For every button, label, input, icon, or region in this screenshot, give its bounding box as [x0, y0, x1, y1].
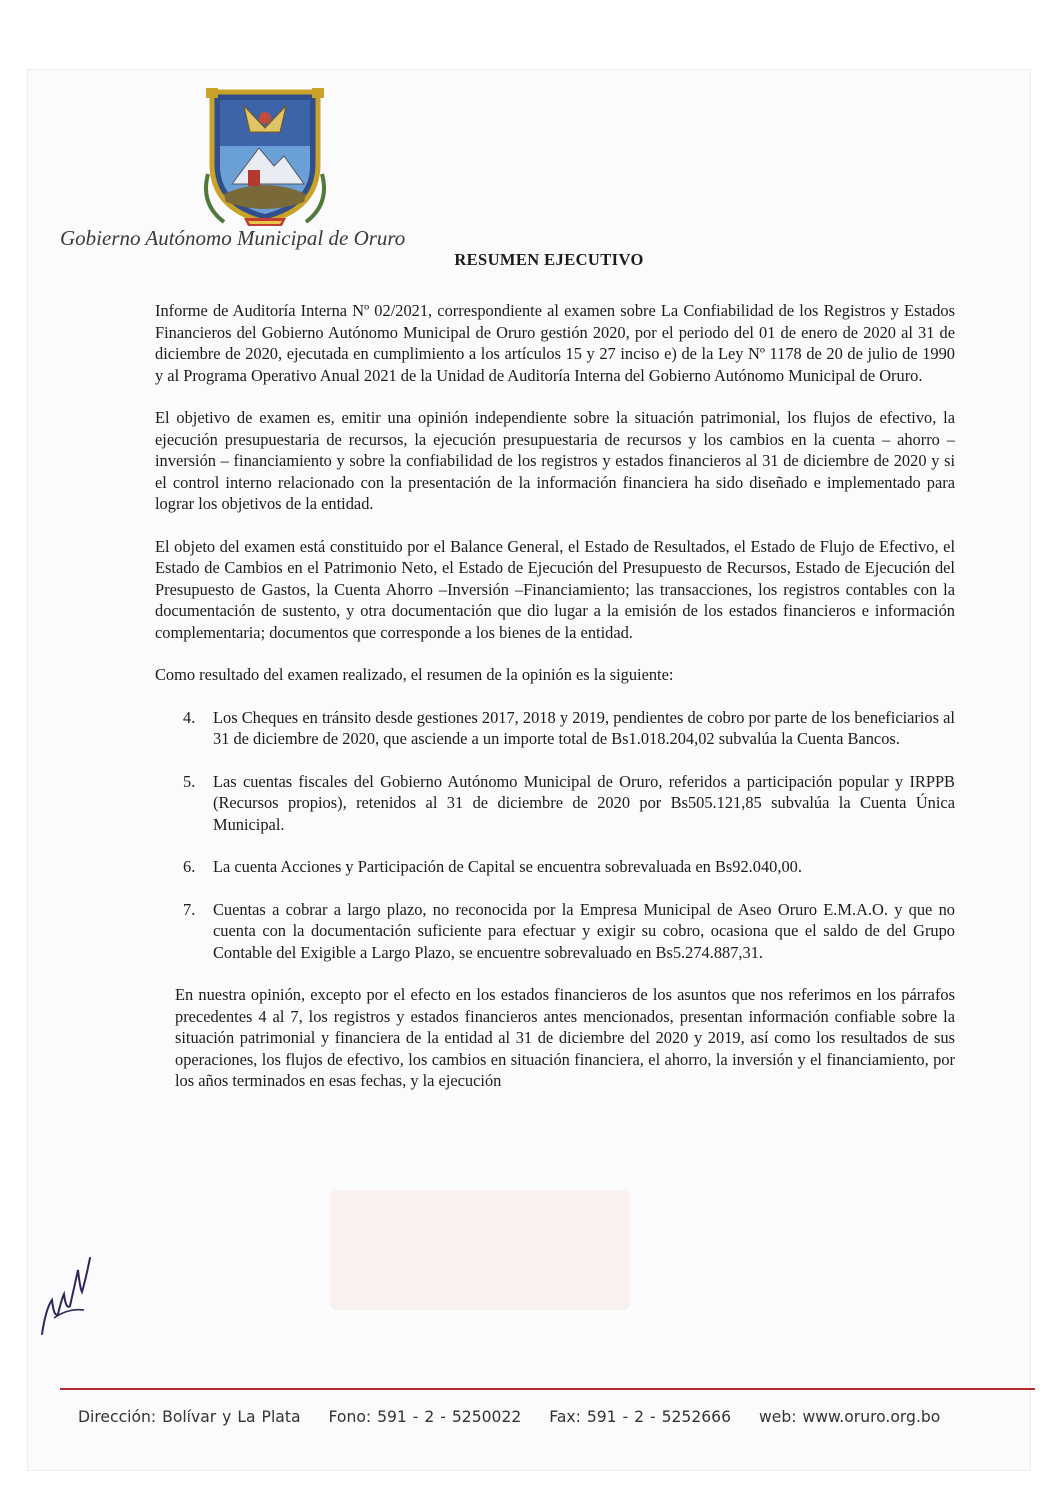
municipality-name: Gobierno Autónomo Municipal de Oruro	[60, 226, 406, 250]
watermark-stamp	[330, 1190, 630, 1310]
footer-web: web: www.oruro.org.bo	[759, 1408, 941, 1426]
paragraph-opinion: En nuestra opinión, excepto por el efecto en los estados financieros de los asuntos que nos referimos en los párrafos precedentes 4 al 7, los registros y estados financieros antes mencionados, presentan información confiable sobre la situación patrimonial y financiera de la entidad al 31 de diciembre del 2020 y 2019, así como los resultados de sus operaciones, los flujos de efectivo, los cambios en situación financiera, el ahorro, la inversión y el financiamiento, por los años terminados en esas fechas, y la ejecución	[175, 985, 955, 1090]
finding-text: La cuenta Acciones y Participación de Capital se encuentra sobrevaluada en Bs92.040,00.	[213, 857, 802, 876]
document-title: RESUMEN EJECUTIVO	[454, 250, 644, 269]
paragraph-scope: El objeto del examen está constituido por el Balance General, el Estado de Resultados, el Estado de Flujo de Efectivo, el Estado de Cambios en el Patrimonio Neto, el Estado de Ejecución del Presupuesto de Recursos, Estado de Ejecución del Presupuesto de Gastos, la Cuenta Ahorro –Inversión –Financiamiento; las transacciones, los registros contables con la documentación de sustento, y otra documentación que dio lugar a la emisión de los estados financieros e información complementaria; documentos que corresponde a los bienes de la entidad.	[155, 536, 955, 642]
list-item	[155, 771, 955, 836]
footer-phone: Fono: 591 - 2 - 5250022	[328, 1408, 522, 1426]
list-item	[155, 856, 955, 878]
list-item	[155, 707, 955, 750]
footer-address: Dirección: Bolívar y La Plata	[78, 1408, 301, 1426]
footer-fax: Fax: 591 - 2 - 5252666	[549, 1408, 732, 1426]
paragraph-intro: Informe de Auditoría Interna Nº 02/2021, correspondiente al examen sobre La Confiabilidad de los Registros y Estados Financieros del Gobierno Autónomo Municipal de Oruro gestión 2020, por el periodo del 01 de enero de 2020 al 31 de diciembre de 2020, ejecutada en cumplimiento a los artículos 15 y 27 inciso e) de la Ley Nº 1178 de 20 de julio de 1990 y al Programa Operativo Anual 2021 de la Unidad de Auditoría Interna del Gobierno Autónomo Municipal de Oruro.	[155, 301, 955, 385]
finding-text: Las cuentas fiscales del Gobierno Autónomo Municipal de Oruro, referidos a participación popular y IRPPB (Recursos propios), retenidos al 31 de diciembre de 2020 por Bs505.121,85 subvalúa la Cuenta Única Municipal.	[213, 771, 955, 834]
finding-number: 5.	[183, 771, 196, 791]
municipal-coat-of-arms-icon	[204, 84, 326, 226]
footer-contact	[78, 1408, 962, 1426]
findings-list	[155, 707, 955, 964]
finding-number: 7.	[183, 899, 196, 919]
paragraph-objective: El objetivo de examen es, emitir una opinión independiente sobre la situación patrimonial, los flujos de efectivo, la ejecución presupuestaria de recursos, la ejecución presupuestaria de recursos y los cambios en la cuenta – ahorro – inversión – financiamiento y sobre la confiabilidad de los registros y estados financieros al 31 de diciembre de 2020 y si el control interno relacionado con la presentación de la información financiera ha sido diseñado e implementado para lograr los objetivos de la entidad.	[155, 408, 955, 513]
finding-text: Los Cheques en tránsito desde gestiones 2017, 2018 y 2019, pendientes de cobro por parte de los beneficiarios al 31 de diciembre de 2020, que asciende a un importe total de Bs1.018.204,02 subvalúa la Cuenta Bancos.	[213, 707, 955, 748]
finding-number: 4.	[183, 707, 196, 727]
list-item	[155, 899, 955, 964]
finding-text: Cuentas a cobrar a largo plazo, no reconocida por la Empresa Municipal de Aseo Oruro E.M.A.O. y que no cuenta con la documentación suficiente para efectuar y exigir su cobro, ocasiona que el saldo de del Grupo Contable del Exigible a Largo Plazo, se encuentre sobrevaluado en Bs5.274.887,31.	[213, 899, 955, 962]
paragraph-result-intro: Como resultado del examen realizado, el resumen de la opinión es la siguiente:	[155, 665, 674, 684]
document-body	[155, 300, 955, 1113]
finding-number: 6.	[183, 857, 196, 876]
footer-divider	[60, 1388, 1035, 1390]
handwritten-signature-icon	[34, 1248, 96, 1344]
